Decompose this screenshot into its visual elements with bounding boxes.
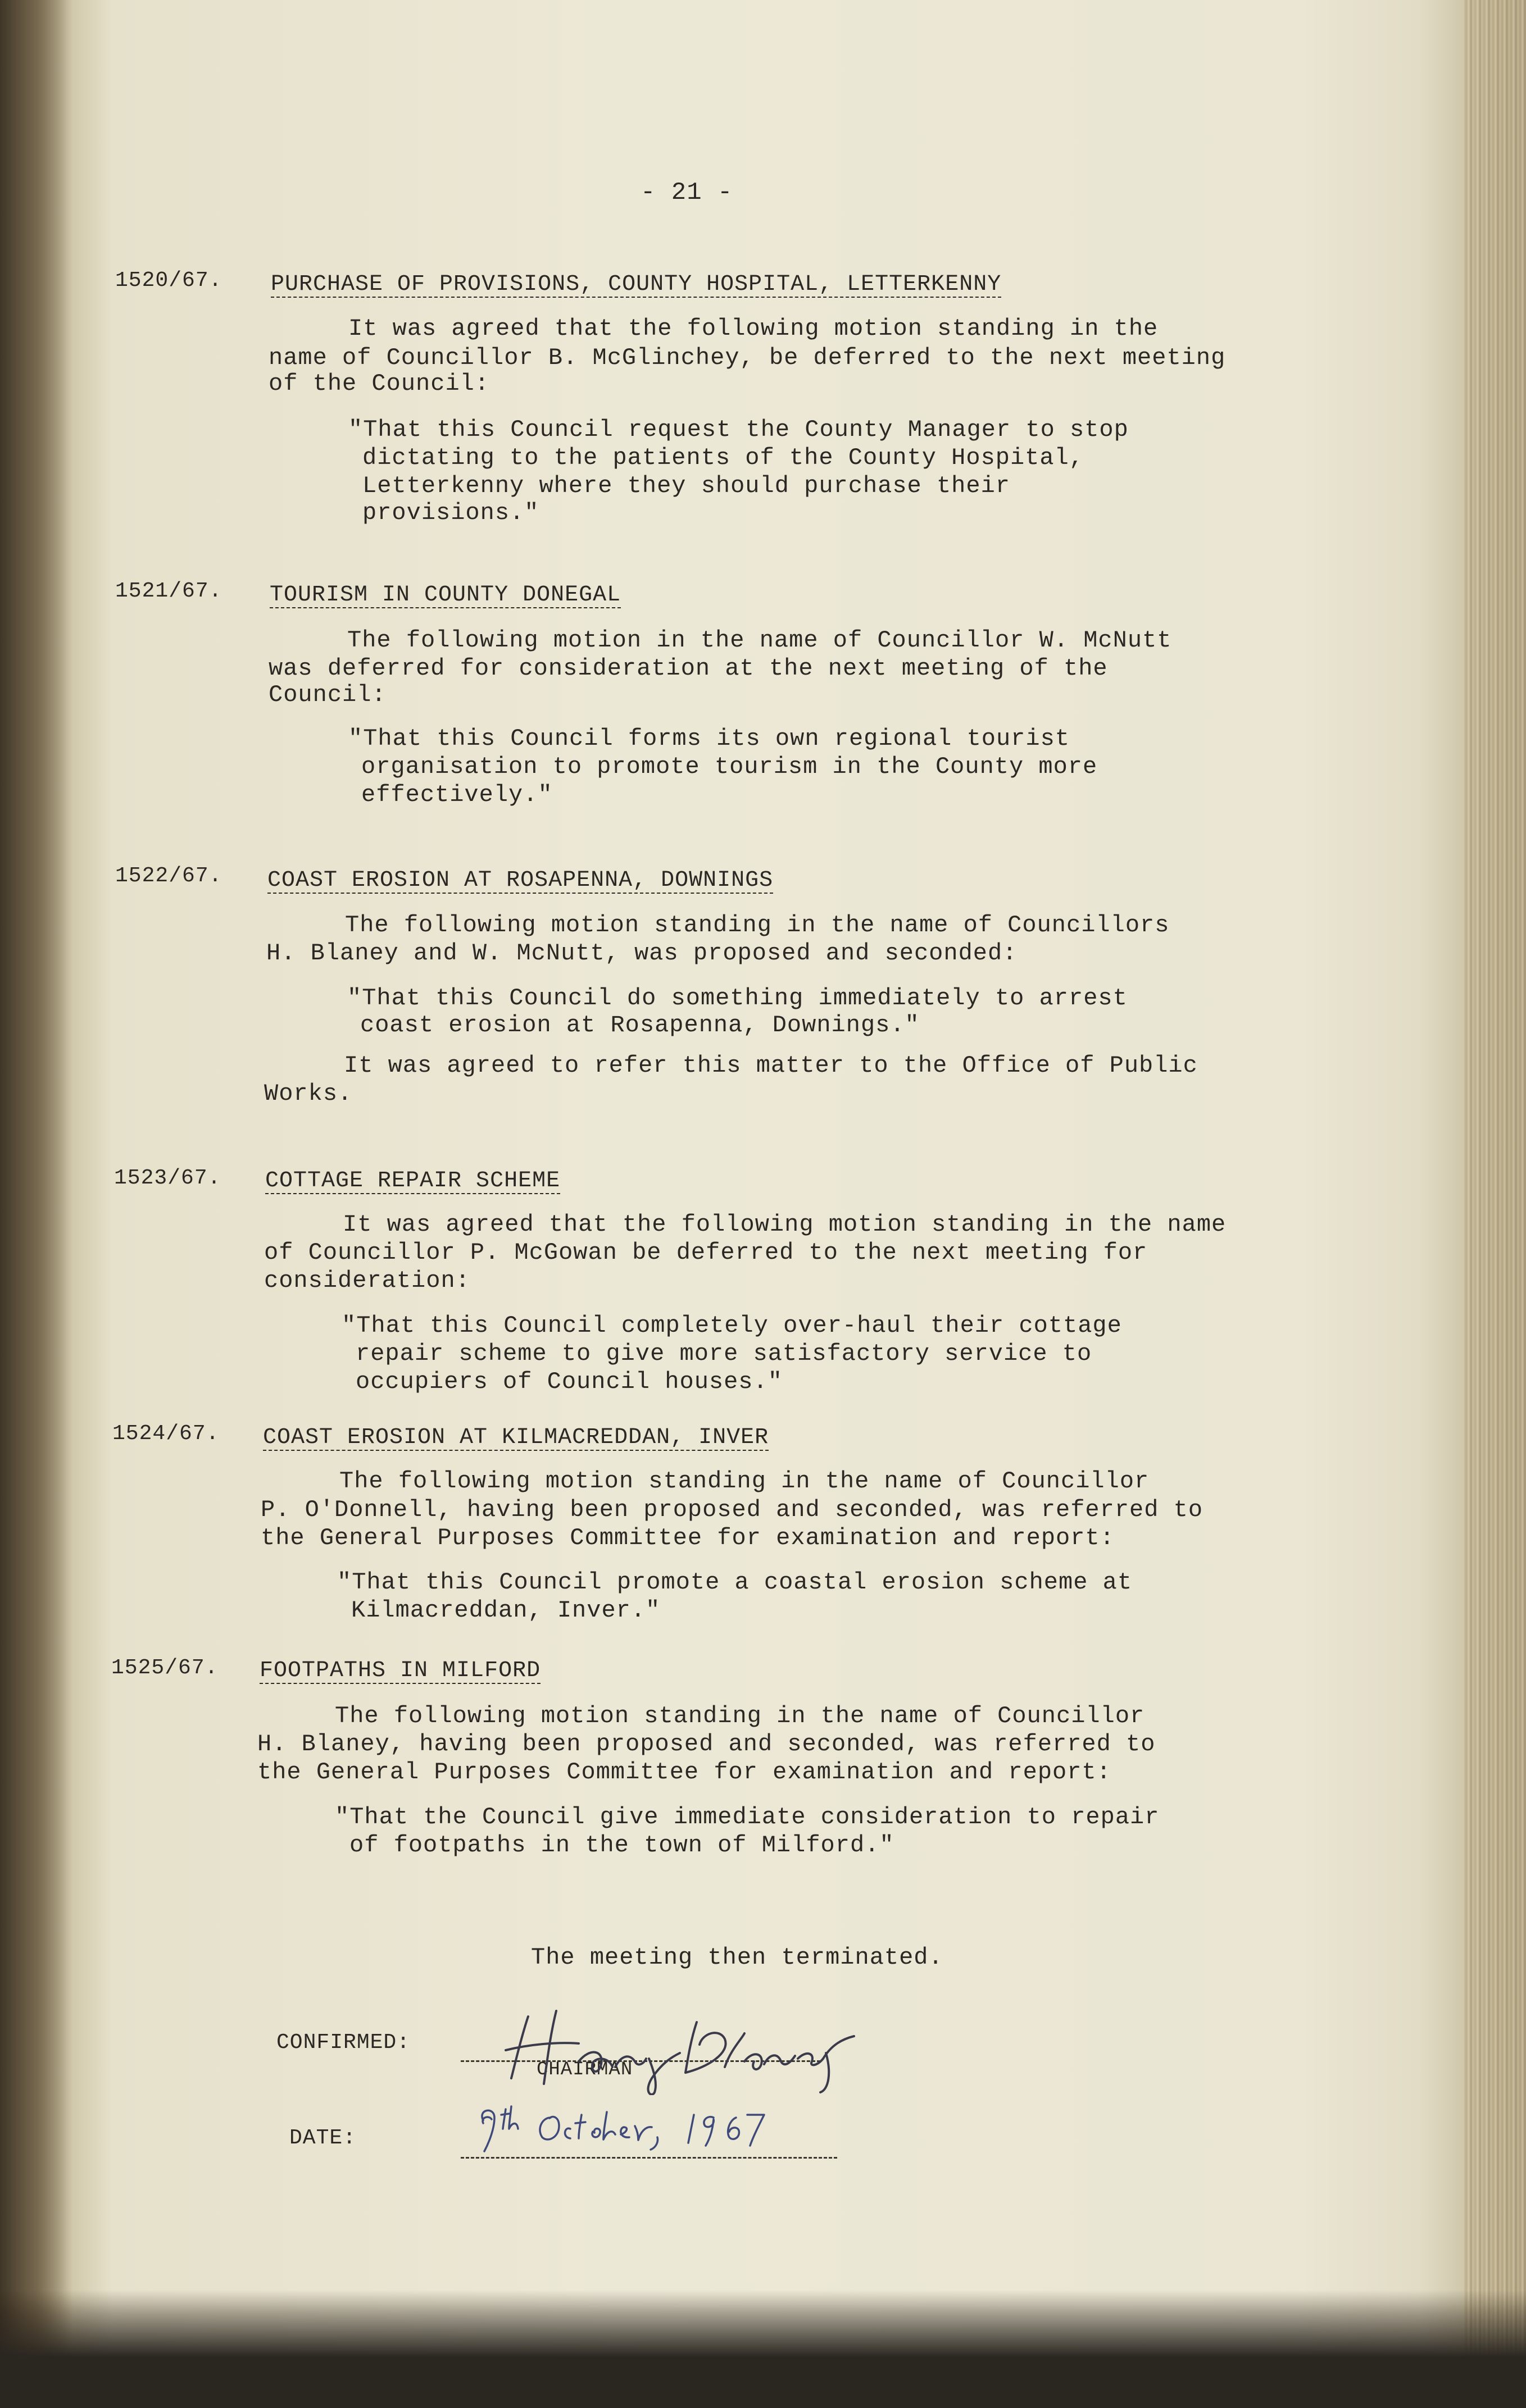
quote-line: effectively." (361, 781, 553, 808)
item-paragraph-line: P. O'Donnell, having been proposed and seconded, was referred to (261, 1496, 1203, 1523)
item-number: 1523/67. (114, 1166, 221, 1190)
item-number: 1521/67. (115, 579, 222, 603)
item-heading: COAST EROSION AT KILMACREDDAN, INVER (263, 1425, 769, 1450)
chairman-label: CHAIRMAN (537, 2059, 633, 2081)
item-paragraph-line: The following motion standing in the name of Councillor (335, 1703, 1145, 1729)
quote-line: "That this Council do something immediately to arrest (347, 985, 1128, 1012)
item-heading: COTTAGE REPAIR SCHEME (265, 1168, 561, 1194)
item-paragraph-line: name of Councillor B. McGlinchey, be deferred to the next meeting (269, 344, 1226, 371)
bottom-shadow (0, 2290, 1526, 2408)
item-paragraph-line: The following motion standing in the name of Councillor (339, 1468, 1150, 1495)
item-heading: FOOTPATHS IN MILFORD (260, 1658, 541, 1683)
item-number: 1522/67. (115, 864, 222, 888)
item-paragraph-line: the General Purposes Committee for examination and report: (261, 1524, 1115, 1551)
quote-line: organisation to promote tourism in the County more (361, 753, 1098, 780)
item-heading: COAST EROSION AT ROSAPENNA, DOWNINGS (267, 868, 774, 893)
item-paragraph-line: The following motion standing in the name of Councillors (345, 912, 1170, 939)
item-note-line: It was agreed to refer this matter to the Office of Public (344, 1052, 1198, 1079)
item-paragraph-line: Council: (269, 681, 387, 708)
quote-line: "That this Council promote a coastal erosion scheme at (337, 1569, 1133, 1596)
date-label: DATE: (289, 2126, 357, 2150)
quote-line: provisions." (362, 499, 539, 526)
confirmed-label: CONFIRMED: (276, 2031, 411, 2055)
binding-shadow (0, 0, 73, 2408)
quote-line: repair scheme to give more satisfactory service to (356, 1340, 1092, 1367)
quote-line: "That this Council request the County Manager to stop (348, 416, 1129, 443)
item-paragraph-line: consideration: (264, 1267, 470, 1294)
item-paragraph-line: It was agreed that the following motion standing in the name (343, 1211, 1227, 1238)
item-paragraph-line: of the Council: (269, 370, 490, 397)
quote-line: coast erosion at Rosapenna, Downings." (360, 1012, 920, 1039)
quote-line: "That this Council forms its own regional tourist (348, 725, 1070, 752)
item-paragraph-line: the General Purposes Committee for examination and report: (257, 1759, 1111, 1786)
page-stack-edge (1464, 0, 1526, 2408)
quote-line: Letterkenny where they should purchase their (362, 472, 1010, 499)
quote-line: "That the Council give immediate consideration to repair (335, 1804, 1160, 1831)
quote-line: dictating to the patients of the County Hospital, (362, 444, 1084, 471)
signature (494, 2000, 865, 2095)
item-number: 1524/67. (112, 1422, 220, 1446)
quote-line: "That this Council completely over-haul their cottage (342, 1312, 1122, 1339)
quote-line: of footpaths in the town of Milford." (349, 1832, 894, 1859)
closing-statement: The meeting then terminated. (531, 1944, 943, 1971)
quote-line: occupiers of Council houses." (356, 1368, 783, 1395)
item-paragraph-line: was deferred for consideration at the next meeting of the (269, 655, 1108, 682)
item-number: 1525/67. (111, 1656, 219, 1680)
item-heading: TOURISM IN COUNTY DONEGAL (270, 582, 621, 608)
item-paragraph-line: It was agreed that the following motion standing in the (348, 315, 1159, 342)
item-number: 1520/67. (115, 268, 222, 293)
item-paragraph-line: H. Blaney, having been proposed and seconded, was referred to (257, 1731, 1156, 1758)
item-note-line: Works. (264, 1080, 353, 1107)
item-paragraph-line: H. Blaney and W. McNutt, was proposed and seconded: (266, 940, 1018, 967)
page-number: - 21 - (641, 179, 733, 207)
quote-line: Kilmacreddan, Inver." (351, 1597, 661, 1624)
item-heading: PURCHASE OF PROVISIONS, COUNTY HOSPITAL, LETTERKENNY (271, 272, 1002, 297)
item-paragraph-line: The following motion in the name of Councillor W. McNutt (347, 627, 1172, 654)
item-paragraph-line: of Councillor P. McGowan be deferred to the next meeting for (264, 1239, 1148, 1266)
handwritten-date (472, 2098, 832, 2160)
